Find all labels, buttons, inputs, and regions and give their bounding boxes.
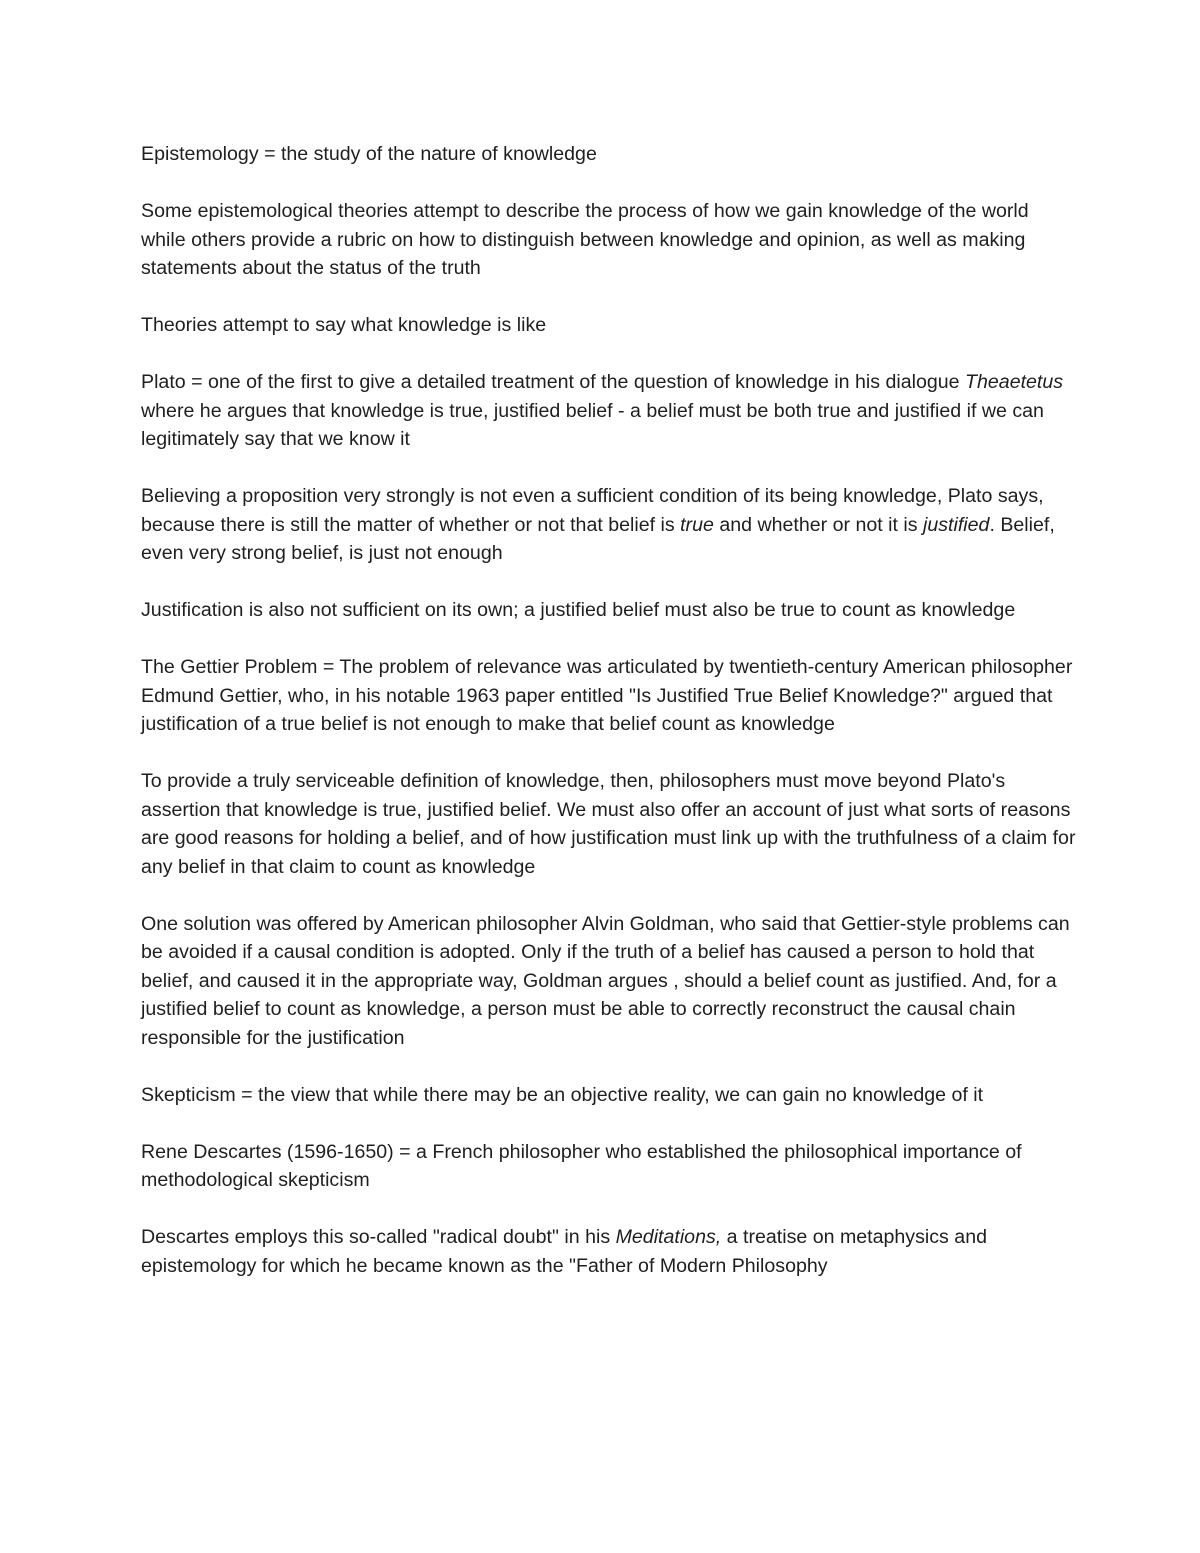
paragraph-descartes <box>141 1138 1076 1195</box>
italic-word-true: true <box>680 513 714 536</box>
text-segment: . Belief, even very strong belief, is just not enough <box>141 513 1055 564</box>
text-segment: Epistemology = the study of the nature of knowledge <box>141 143 597 165</box>
paragraph-skepticism <box>141 1081 1076 1110</box>
text-segment: a treatise on metaphysics and epistemology for which he became known as the "Father of Modern Philosophy <box>141 1226 987 1277</box>
text-segment: To provide a truly serviceable definition of knowledge, then, philosophers must move beyond Plato's assertion that knowledge is true, justified belief. We must also offer an account of just what sorts of reasons are good reasons for holding a belief, and of how justification must link up with the truthfulness of a claim for any belief in that claim to count as knowledge <box>141 770 1076 878</box>
text-segment: The Gettier Problem = The problem of relevance was articulated by twentieth-century American philosopher Edmund Gettier, who, in his notable 1963 paper entitled "Is Justified True Belief Knowledge?" argued that justification of a true belief is not enough to make that belief count as knowledge <box>141 656 1073 735</box>
text-segment: Rene Descartes (1596-1650) = a French philosopher who established the philosophical importance of methodological skepticism <box>141 1140 1022 1191</box>
text-segment: where he argues that knowledge is true, justified belief - a belief must be both true and justified if we can legitimately say that we know it <box>141 399 1044 450</box>
text-segment: Plato = one of the first to give a detailed treatment of the question of knowledge in his dialogue <box>141 371 966 393</box>
paragraph-believing-proposition <box>141 482 1076 568</box>
paragraph-serviceable-definition <box>141 767 1076 881</box>
paragraph-goldman-solution <box>141 910 1076 1053</box>
text-segment: Justification is also not sufficient on its own; a justified belief must also be true to count as knowledge <box>141 599 1016 621</box>
text-segment: Skepticism = the view that while there may be an objective reality, we can gain no knowledge of it <box>141 1083 984 1106</box>
text-segment: Descartes employs this so-called "radical doubt" in his <box>141 1226 616 1248</box>
paragraph-epistemology-definition <box>141 140 1076 169</box>
paragraph-theories <box>141 311 1076 340</box>
text-segment: Theories attempt to say what knowledge is like <box>141 314 547 336</box>
italic-title-meditations: Meditations, <box>615 1226 722 1248</box>
paragraph-justification <box>141 596 1076 625</box>
text-segment: One solution was offered by American philosopher Alvin Goldman, who said that Gettier-style problems can be avoided if a causal condition is adopted. Only if the truth of a belief has caused a person to hold that belief, and caused it in the appropriate way, Goldman argues , should a belief count as justified. And, for a justified belief to count as knowledge, a person must be able to correctly reconstruct the causal chain responsible for the justification <box>141 912 1070 1049</box>
document-body <box>141 140 1076 1309</box>
italic-title-theaetetus: Theaetetus <box>965 371 1064 393</box>
text-segment: Believing a proposition very strongly is not even a sufficient condition of its being knowledge, Plato says, because there is still the matter of whether or not that belief is <box>141 485 1044 536</box>
italic-word-justified: justified <box>923 513 990 536</box>
text-segment: and whether or not it is <box>713 513 923 536</box>
paragraph-gettier-problem <box>141 653 1076 739</box>
paragraph-plato <box>141 368 1076 454</box>
paragraph-radical-doubt <box>141 1223 1076 1280</box>
paragraph-epistemological-theories <box>141 197 1076 283</box>
text-segment: Some epistemological theories attempt to describe the process of how we gain knowledge of the world while others provide a rubric on how to distinguish between knowledge and opinion, as well as making statements about the status of the truth <box>141 200 1029 279</box>
